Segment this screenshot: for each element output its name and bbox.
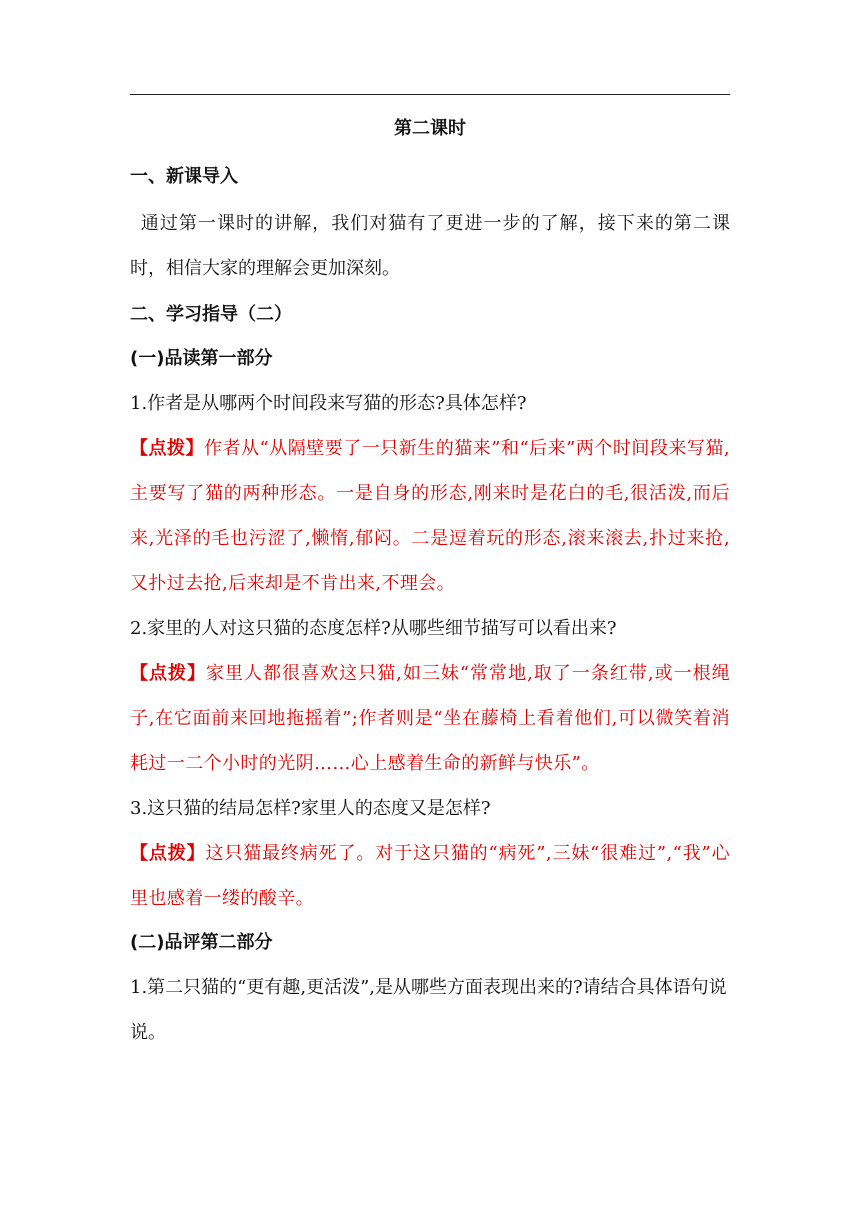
question-part2-1: 1.第二只猫的“更有趣,更活泼”,是从哪些方面表现出来的?请结合具体语句说说。 — [130, 977, 727, 1043]
answer-tag: 【点拨】 — [130, 663, 207, 684]
answer-3 — [130, 831, 730, 921]
question-2: 2.家里的人对这只猫的态度怎样?从哪些细节描写可以看出来? — [130, 618, 617, 639]
subsection-heading-part1: (一)品读第一部分 — [130, 348, 273, 369]
answer-text: 这只猫最终病死了。对于这只猫的“病死”,三妹“很难过”,“我”心里也感着一缕的酸辛。 — [130, 843, 730, 909]
answer-text: 作者从“从隔壁要了一只新生的猫来”和“后来”两个时间段来写猫,主要写了猫的两种形态。一是自身的形态,刚来时是花白的毛,很活泼,而后来,光泽的毛也污涩了,懒惰,郁闷。二是逗着玩的形态,滚来滚去,扑过来抢,又扑过去抢,后来却是不肯出来,不理会。 — [130, 438, 730, 594]
question-1: 1.作者是从哪两个时间段来写猫的形态?具体怎样? — [130, 393, 527, 414]
answer-tag: 【点拨】 — [130, 438, 205, 459]
answer-1 — [130, 426, 730, 606]
section-heading-guide: 二、学习指导（二） — [130, 304, 292, 325]
section-heading-intro: 一、新课导入 — [130, 166, 238, 187]
intro-paragraph: 通过第一课时的讲解，我们对猫有了更进一步的了解，接下来的第二课时，相信大家的理解会更加深刻。 — [130, 213, 730, 279]
question-3: 3.这只猫的结局怎样?家里人的态度又是怎样? — [130, 798, 491, 819]
page-title: 第二课时 — [394, 118, 466, 139]
header-rule — [130, 94, 730, 95]
answer-text: 家里人都很喜欢这只猫,如三妹“常常地,取了一条红带,或一根绳子,在它面前来回地拖摇着”;作者则是“坐在藤椅上看着他们,可以微笑着消耗过一二个小时的光阴……心上感着生命的新鲜与快乐”。 — [130, 663, 730, 774]
document-page — [130, 94, 730, 1055]
answer-2 — [130, 651, 730, 786]
subsection-heading-part2: (二)品评第二部分 — [130, 932, 273, 953]
answer-tag: 【点拨】 — [130, 843, 206, 864]
